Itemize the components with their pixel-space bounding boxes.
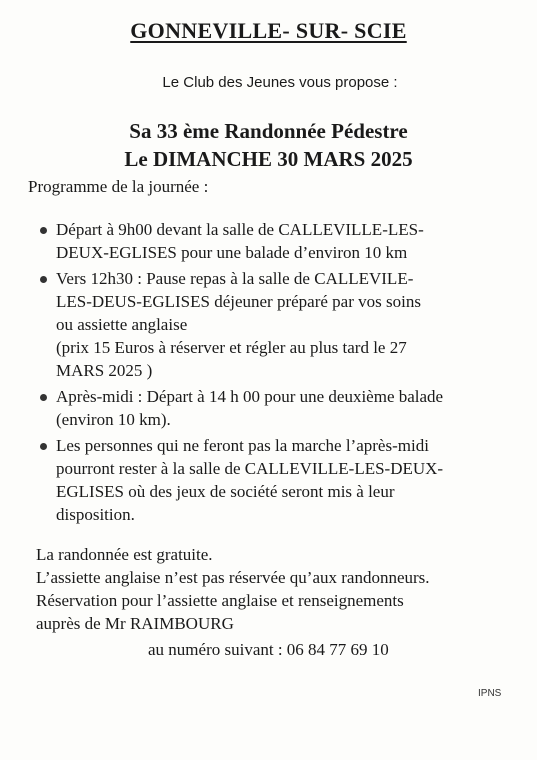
footer-line: L’assiette anglaise n’est pas réservée qu’aux randonneurs.	[36, 568, 430, 587]
footer-line: auprès de Mr RAIMBOURG	[36, 614, 234, 633]
list-item	[38, 218, 518, 264]
footer-line: Réservation pour l’assiette anglaise et renseignements	[36, 591, 404, 610]
list-item	[38, 267, 518, 382]
item-line: Vers 12h30 : Pause repas à la salle de CALLEVILE-	[56, 269, 414, 288]
item-line: EGLISES où des jeux de société seront mis à leur	[56, 482, 395, 501]
item-line: Départ à 9h00 devant la salle de CALLEVILLE-LES-	[56, 220, 424, 239]
bullet-icon	[40, 394, 47, 401]
item-line: LES-DEUS-EGLISES déjeuner préparé par vos soins	[56, 292, 421, 311]
bullet-icon	[40, 276, 47, 283]
item-line: (environ 10 km).	[56, 410, 171, 429]
list-item	[38, 434, 518, 526]
item-line: Après-midi : Départ à 14 h 00 pour une deuxième balade	[56, 387, 444, 406]
bullet-icon	[40, 227, 47, 234]
event-date: Le DIMANCHE 30 MARS 2025	[124, 147, 413, 171]
page-title: GONNEVILLE- SUR- SCIE	[130, 18, 407, 43]
footer-line: La randonnée est gratuite.	[36, 545, 213, 564]
programme-list	[38, 218, 518, 526]
item-line: DEUX-EGLISES pour une balade d’environ 10 km	[56, 243, 408, 262]
programme-label: Programme de la journée :	[28, 177, 209, 196]
item-line: Les personnes qui ne feront pas la marche l’après-midi	[56, 436, 429, 455]
bullet-icon	[40, 443, 47, 450]
phone-number: au numéro suivant : 06 84 77 69 10	[148, 640, 389, 659]
item-line: (prix 15 Euros à réserver et régler au plus tard le 27	[56, 338, 407, 357]
club-intro: Le Club des Jeunes vous propose :	[162, 74, 398, 91]
event-headline: Sa 33 ème Randonnée Pédestre	[129, 119, 408, 143]
ipns-mark: IPNS	[478, 688, 502, 699]
item-line: pourront rester à la salle de CALLEVILLE-LES-DEUX-	[56, 459, 444, 478]
list-item	[38, 385, 518, 431]
item-line: ou assiette anglaise	[56, 315, 188, 334]
footer-notes	[36, 543, 430, 635]
item-line: MARS 2025 )	[56, 361, 153, 380]
item-line: disposition.	[56, 505, 135, 524]
